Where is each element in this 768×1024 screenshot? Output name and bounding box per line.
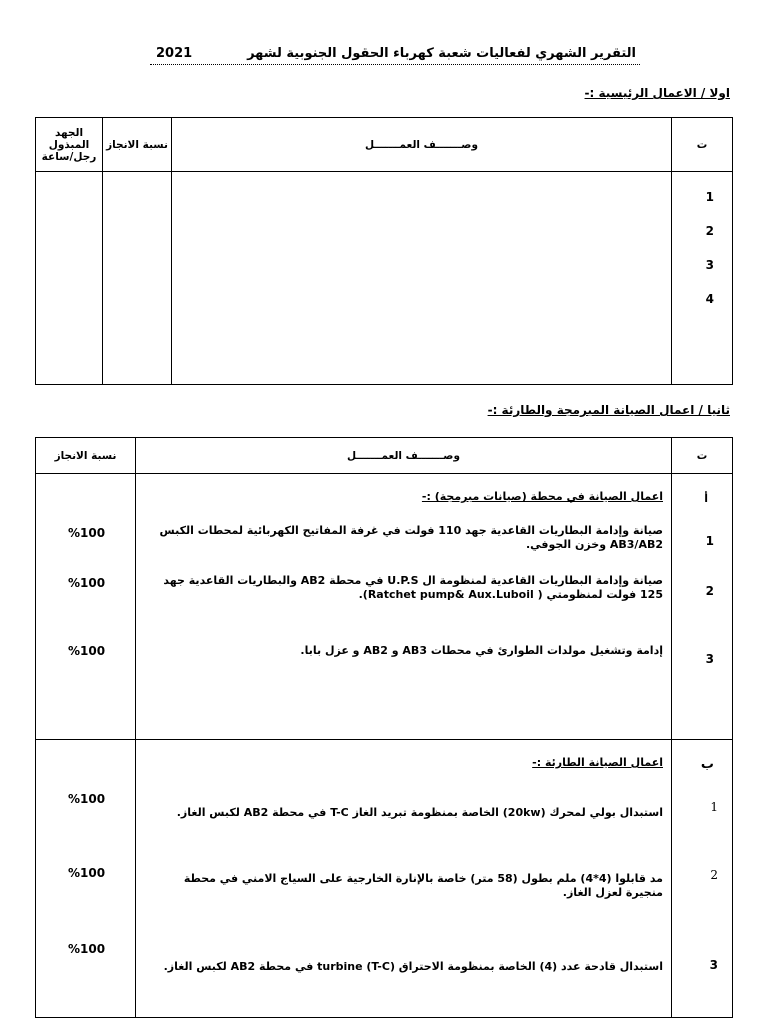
completion-percent: %100 <box>68 866 106 880</box>
effort-cell <box>36 172 103 385</box>
completion-percent: %100 <box>68 942 106 956</box>
pct-cell <box>36 474 136 740</box>
header-pct: نسبة الانجاز <box>103 118 172 172</box>
row-number: 3 <box>709 958 718 972</box>
header-effort: الجهد المبذول رجل/ساعة <box>36 118 103 172</box>
header-desc: وصـــــــف العمـــــــل <box>172 118 672 172</box>
task-description: مد قابلوا (4*4) ملم بطول (58 متر) خاصة بالإنارة الخارجية على السياج الامني في محطة منجيرة لعزل الغاز. <box>183 872 663 899</box>
row-number: 4 <box>705 292 714 306</box>
report-title <box>150 44 640 65</box>
group-label: ب <box>700 757 714 772</box>
group-label: أ <box>704 492 708 505</box>
row-number: 1 <box>705 534 714 548</box>
maintenance-table <box>35 437 733 1018</box>
completion-percent: %100 <box>68 526 106 540</box>
group-b-row <box>36 740 733 1018</box>
task-description: صيانة وإدامة البطاريات القاعدية جهد 110 فولت في غرفة المفاتيح الكهربائية لمحطات الكبس AB3/AB2 وخزن الجوفي. <box>159 524 663 551</box>
desc-cell <box>136 474 672 740</box>
seq-cell <box>672 474 733 740</box>
seq-cell <box>672 172 733 385</box>
group-title: اعمال الصيانة الطارئة :- <box>532 756 663 769</box>
group-title: اعمال الصيانة في محطة (صيانات مبرمجة) :- <box>421 490 663 503</box>
task-description: إدامة وتشغيل مولدات الطوارئ في محطات AB3 و AB2 و عزل بابا. <box>300 644 663 657</box>
pct-cell <box>36 740 136 1018</box>
header-desc: وصـــــــف العمـــــــل <box>136 438 672 474</box>
pct-cell <box>103 172 172 385</box>
row-number: 3 <box>705 258 714 272</box>
header-pct: نسبة الانجاز <box>36 438 136 474</box>
header-seq: ت <box>672 438 733 474</box>
task-description: صيانة وإدامة البطاريات القاعدية لمنظومة ال U.P.S في محطة AB2 والبطاريات القاعدية جهد 125 فولت لمنظومتي ( Ratchet pump& Aux.Luboil). <box>163 574 663 601</box>
group-a-row <box>36 474 733 740</box>
desc-cell <box>172 172 672 385</box>
row-number: 2 <box>710 868 718 882</box>
completion-percent: %100 <box>68 792 106 806</box>
row-number: 1 <box>705 190 714 204</box>
row-number: 3 <box>705 652 714 666</box>
completion-percent: %100 <box>68 576 106 590</box>
report-year: 2021 <box>156 46 193 61</box>
section1-heading: اولا / الاعمال الرئيسية :- <box>584 86 730 100</box>
header-seq: ت <box>672 118 733 172</box>
seq-cell <box>672 740 733 1018</box>
row-number: 2 <box>705 224 714 238</box>
row-number: 2 <box>705 584 714 598</box>
completion-percent: %100 <box>68 644 106 658</box>
report-title-text: التقرير الشهري لفعاليات شعبة كهرباء الحقول الجنوبية لشهر <box>247 46 636 61</box>
section2-heading: ثانيا / اعمال الصيانة المبرمجة والطارئة :- <box>487 403 730 417</box>
row-number: 1 <box>710 800 718 814</box>
main-works-table <box>35 117 733 385</box>
desc-cell <box>136 740 672 1018</box>
task-description: استبدال قادحة عدد (4) الخاصة بمنظومة الاحتراق turbine (T-C) في محطة AB2 لكبس الغاز. <box>163 960 663 973</box>
task-description: استبدال بولي لمحرك (20kw) الخاصة بمنظومة تبريد الغاز T-C في محطة AB2 لكبس الغاز. <box>176 806 663 819</box>
